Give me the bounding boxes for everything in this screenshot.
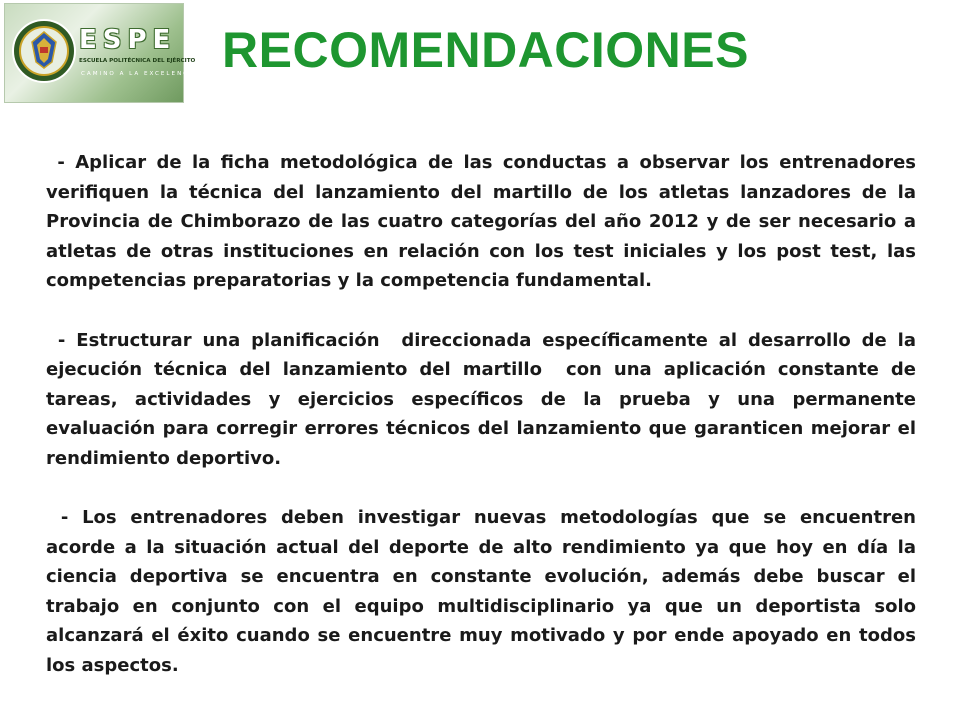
logo-motto: CAMINO A LA EXCELENCIA xyxy=(81,71,199,77)
logo-school-name: ESCUELA POLITÉCNICA DEL EJÉRCITO xyxy=(79,58,196,64)
recommendation-paragraph-2: - Estructurar una planificación direccionada específicamente al desarrollo de la ejecución técnica del lanzamiento del martillo con una aplicación constante de tareas, actividades y ejercicios específicos de la prueba y una permanente evaluación para corregir errores técnicos del lanzamiento que garanticen mejorar el rendimiento deportivo. xyxy=(46,329,923,469)
recommendations-body xyxy=(46,148,923,680)
page-title: RECOMENDACIONES xyxy=(222,22,749,78)
recommendation-paragraph-3: - Los entrenadores deben investigar nuevas metodologías que se encuentren acorde a la situación actual del deporte de alto rendimiento ya que hoy en día la ciencia deportiva se encuentra en constante evolución, además debe buscar el trabajo en conjunto con el equipo multidisciplinario ya que un deportista solo alcanzará el éxito cuando se encuentre muy motivado y por ende apoyado en todos los aspectos. xyxy=(46,507,923,676)
logo-acronym: ESPE xyxy=(79,25,177,55)
espe-seal-icon xyxy=(11,18,77,84)
espe-logo xyxy=(4,3,199,103)
recommendation-paragraph-1: - Aplicar de la ficha metodológica de las conductas a observar los entrenadores verifiquen la técnica del lanzamiento del martillo de los atletas lanzadores de la Provincia de Chimborazo de las cuatro categorías del año 2012 y de ser necesario a atletas de otras instituciones en relación con los test iniciales y los post test, las competencias preparatorias y la competencia fundamental. xyxy=(46,152,923,291)
